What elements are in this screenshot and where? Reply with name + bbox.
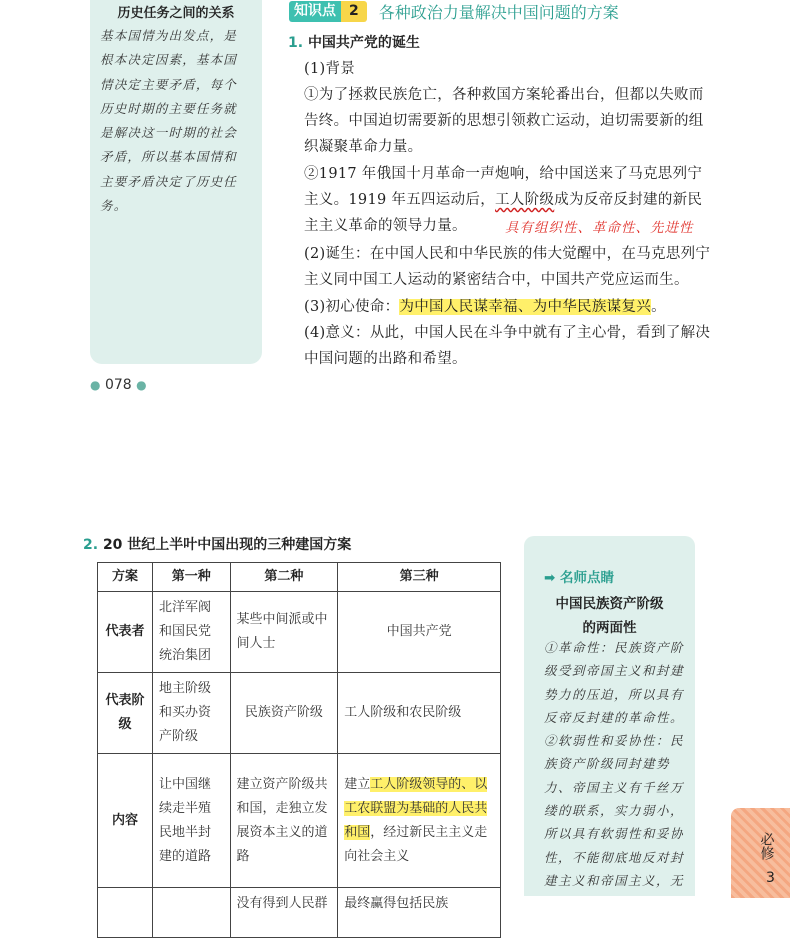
sidebar-relation-note bbox=[90, 0, 262, 364]
knowledge-point-heading: 各种政治力量解决中国问题的方案 bbox=[378, 2, 619, 22]
section2-number: 2. bbox=[83, 537, 99, 553]
sidebar-body: 基本国情为出发点，是根本决定因素，基本国情决定主要矛盾，每个历史时期的主要任务就是解决这一时期的社会矛盾，所以基本国情和主要矛盾决定了历史任务。 bbox=[100, 28, 238, 214]
dot-icon: ● bbox=[136, 378, 147, 392]
table-cell: 某些中间派或中间人士 bbox=[230, 592, 338, 673]
volume-number: 3 bbox=[766, 870, 775, 886]
page-number-text: 078 bbox=[104, 377, 132, 393]
table-row bbox=[98, 888, 501, 938]
dot-icon: ● bbox=[90, 378, 101, 392]
tip-title-line1: 中国民族资产阶级 bbox=[555, 596, 664, 612]
table-header: 第三种 bbox=[338, 563, 501, 592]
section1-title-text: 中国共产党的诞生 bbox=[307, 35, 420, 51]
row-label: 代表者 bbox=[98, 592, 153, 673]
tip-header bbox=[544, 566, 614, 586]
section2-title bbox=[83, 534, 351, 554]
knowledge-point-number: 2 bbox=[341, 1, 367, 22]
cell-text: ，经过新民主主义走向社会主义 bbox=[344, 824, 488, 864]
table-cell: 工人阶级和农民阶级 bbox=[338, 673, 501, 754]
table-cell: 建立资产阶级共和国，走独立发展资本主义的道路 bbox=[230, 754, 338, 888]
paragraph-3: (2)诞生：在中国人民和中华民族的伟大觉醒中，在马克思列宁主义同中国工人运动的紧密结合中，中国共产党应运而生。 bbox=[304, 246, 711, 289]
arrow-icon: ➡ bbox=[544, 570, 556, 586]
table-header: 方案 bbox=[98, 563, 153, 592]
paragraph-1: ①为了拯救民族危亡，各种救国方案轮番出台，但都以失败而告终。中国迫切需要新的思想引领救亡运动，迫切需要新的组织凝聚革命力量。 bbox=[304, 87, 704, 156]
table-cell: 最终赢得包括民族 bbox=[338, 888, 501, 938]
volume-label: 必修 bbox=[758, 832, 775, 860]
paragraph-2-highlight: 工人阶级 bbox=[495, 192, 555, 209]
paragraph-4 bbox=[304, 294, 712, 320]
paragraph-2-b: 成为反帝反封建的新民主主义革命的领导力量。 bbox=[304, 192, 703, 235]
cell-highlight: 工人阶级领导的、以工农联盟为基础的人民共和国 bbox=[344, 776, 488, 840]
paragraph-4-a: (3)初心使命： bbox=[304, 299, 400, 315]
background-label: (1)背景 bbox=[304, 61, 356, 77]
table-row bbox=[98, 592, 501, 673]
table-header: 第一种 bbox=[153, 563, 231, 592]
tip-title-line2: 的两面性 bbox=[582, 620, 637, 636]
table-header: 第二种 bbox=[230, 563, 338, 592]
paragraph-5: (4)意义：从此，中国人民在斗争中就有了主心骨，看到了解决中国问题的出路和希望。 bbox=[304, 325, 711, 368]
table-row bbox=[98, 673, 501, 754]
sidebar-teacher-tip bbox=[524, 536, 695, 896]
paragraph-4-highlight: 为中国人民谋幸福、为中华民族谋复兴 bbox=[399, 299, 652, 315]
table-row bbox=[98, 754, 501, 888]
table-cell: 没有得到人民群 bbox=[230, 888, 338, 938]
table-cell bbox=[338, 754, 501, 888]
paragraph-4-b: 。 bbox=[651, 299, 666, 315]
table-cell: 民族资产阶级 bbox=[230, 673, 338, 754]
table-cell: 北洋军阀和国民党统治集团 bbox=[153, 592, 231, 673]
table-cell: 中国共产党 bbox=[338, 592, 501, 673]
knowledge-point-tag: 知识点 bbox=[289, 1, 341, 22]
section1-title bbox=[288, 32, 420, 52]
row-label: 内容 bbox=[98, 754, 153, 888]
table-cell bbox=[153, 888, 231, 938]
tip-header-text: 名师点睛 bbox=[560, 570, 615, 586]
cell-text: 建立 bbox=[344, 776, 371, 792]
row-label bbox=[98, 888, 153, 938]
volume-tab bbox=[731, 808, 790, 898]
page-number bbox=[90, 377, 147, 393]
table-cell: 地主阶级和买办资产阶级 bbox=[153, 673, 231, 754]
section1-number: 1. bbox=[288, 35, 304, 51]
tip-body: ①革命性：民族资产阶级受到帝国主义和封建势力的压迫，所以具有反帝反封建的革命性。②软弱性和妥协性：民族资产阶级同封建势力、帝国主义有千丝万缕的联系，实力弱小，所以具有软弱性和妥协性，不能彻底地反对封建主义和帝国主义，无 bbox=[544, 640, 685, 888]
sidebar-title: 历史任务之间的关系 bbox=[117, 6, 235, 21]
table-cell: 让中国继续走半殖民地半封建的道路 bbox=[153, 754, 231, 888]
section2-title-text: 20 世纪上半叶中国出现的三种建国方案 bbox=[102, 537, 352, 553]
knowledge-point-header bbox=[289, 0, 619, 22]
row-label: 代表阶级 bbox=[98, 673, 153, 754]
handwritten-note: 具有组织性、革命性、先进性 bbox=[505, 220, 694, 236]
plans-table bbox=[97, 562, 501, 938]
table-header-row bbox=[98, 563, 501, 592]
paragraph-2-a: ②1917 年俄国十月革命一声炮响，给中国送来了马克思列宁主义。1919 年五四运动后， bbox=[304, 166, 703, 209]
